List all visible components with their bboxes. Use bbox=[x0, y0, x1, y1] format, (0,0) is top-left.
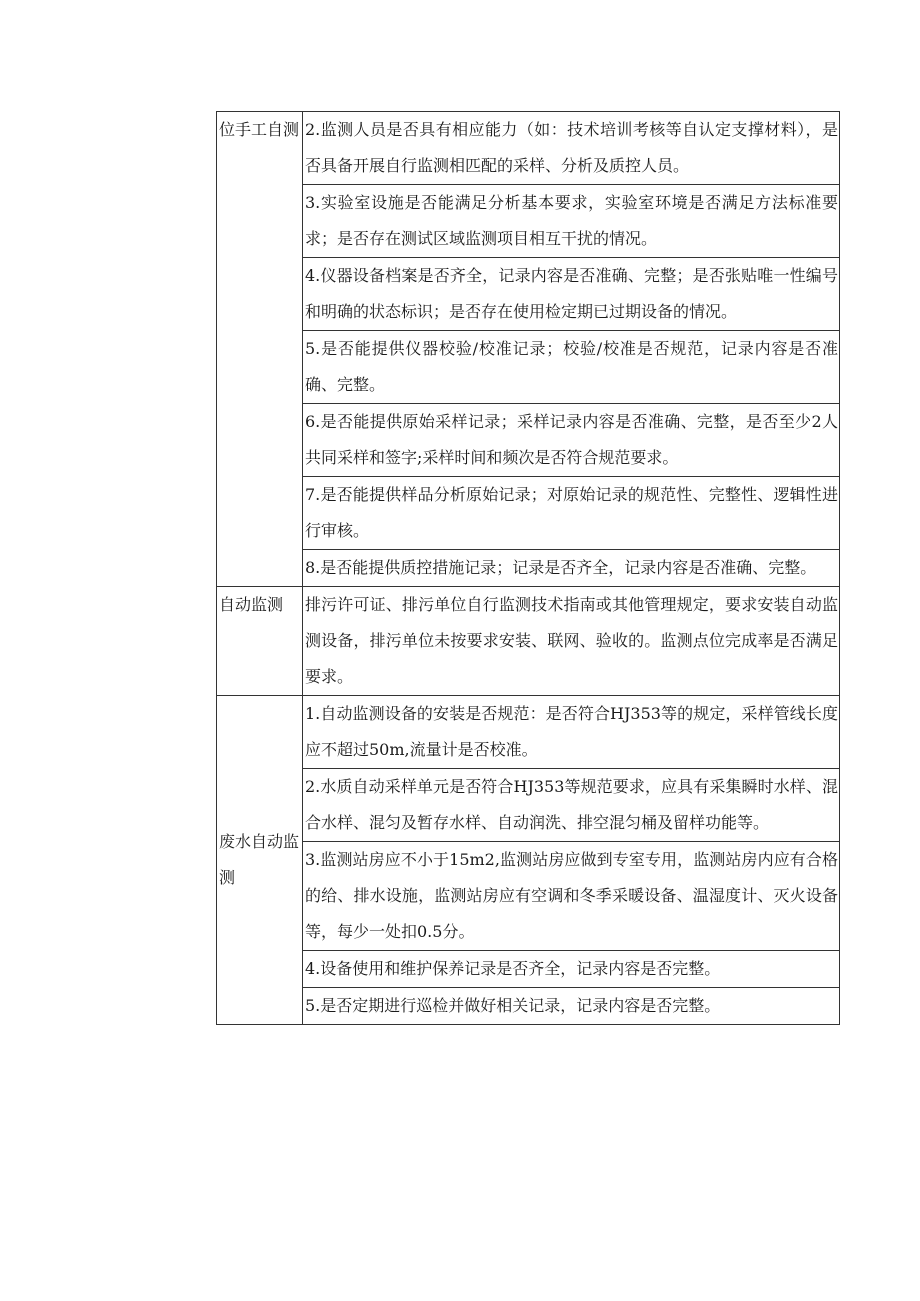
criteria-cell: 排污许可证、排污单位自行监测技术指南或其他管理规定，要求安装自动监测设备，排污单位未按要求安装、联网、验收的。监测点位完成率是否满足要求。 bbox=[303, 587, 840, 696]
table-row bbox=[217, 550, 840, 587]
table-row bbox=[217, 185, 840, 258]
table-row bbox=[217, 258, 840, 331]
criteria-cell: 6.是否能提供原始采样记录；采样记录内容是否准确、完整，是否至少2人共同采样和签字;采样时间和频次是否符合规范要求。 bbox=[303, 404, 840, 477]
table-row bbox=[217, 842, 840, 951]
category-cell: 位手工自测 bbox=[217, 112, 303, 587]
criteria-cell: 8.是否能提供质控措施记录；记录是否齐全，记录内容是否准确、完整。 bbox=[303, 550, 840, 587]
criteria-cell: 3.监测站房应不小于15m2,监测站房应做到专室专用，监测站房内应有合格的给、排水设施，监测站房应有空调和冬季采暖设备、温湿度计、灭火设备等，每少一处扣0.5分。 bbox=[303, 842, 840, 951]
inspection-criteria-table bbox=[216, 111, 840, 1025]
category-cell: 废水自动监测 bbox=[217, 696, 303, 1025]
table-row bbox=[217, 587, 840, 696]
criteria-cell: 7.是否能提供样品分析原始记录；对原始记录的规范性、完整性、逻辑性进行审核。 bbox=[303, 477, 840, 550]
criteria-cell: 1.自动监测设备的安装是否规范：是否符合HJ353等的规定，采样管线长度应不超过50m,流量计是否校准。 bbox=[303, 696, 840, 769]
table-row bbox=[217, 696, 840, 769]
table-row bbox=[217, 331, 840, 404]
criteria-cell: 5.是否能提供仪器校验/校准记录；校验/校准是否规范，记录内容是否准确、完整。 bbox=[303, 331, 840, 404]
criteria-cell: 2.水质自动采样单元是否符合HJ353等规范要求，应具有采集瞬时水样、混合水样、混匀及暂存水样、自动润洗、排空混匀桶及留样功能等。 bbox=[303, 769, 840, 842]
table-row bbox=[217, 769, 840, 842]
table-row bbox=[217, 988, 840, 1025]
criteria-cell: 5.是否定期进行巡检并做好相关记录，记录内容是否完整。 bbox=[303, 988, 840, 1025]
criteria-cell: 4.设备使用和维护保养记录是否齐全，记录内容是否完整。 bbox=[303, 951, 840, 988]
table-row bbox=[217, 951, 840, 988]
category-cell: 自动监测 bbox=[217, 587, 303, 696]
table-row bbox=[217, 112, 840, 185]
table-row bbox=[217, 404, 840, 477]
criteria-cell: 2.监测人员是否具有相应能力（如：技术培训考核等自认定支撑材料），是否具备开展自行监测相匹配的采样、分析及质控人员。 bbox=[303, 112, 840, 185]
table-row bbox=[217, 477, 840, 550]
criteria-cell: 3.实验室设施是否能满足分析基本要求，实验室环境是否满足方法标准要求；是否存在测试区域监测项目相互干扰的情况。 bbox=[303, 185, 840, 258]
criteria-cell: 4.仪器设备档案是否齐全，记录内容是否准确、完整；是否张贴唯一性编号和明确的状态标识；是否存在使用检定期已过期设备的情况。 bbox=[303, 258, 840, 331]
